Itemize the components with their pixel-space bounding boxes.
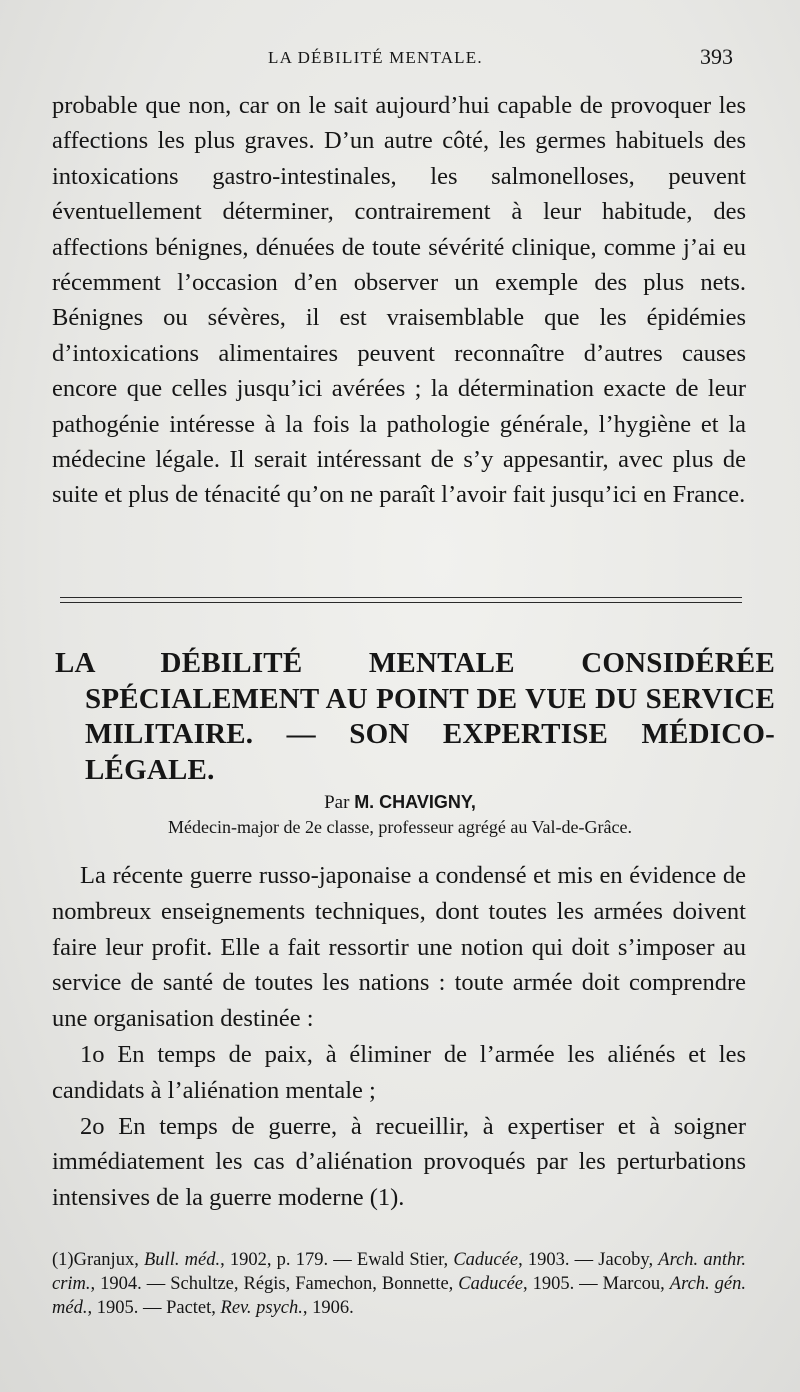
- byline-prefix: Par: [324, 792, 350, 813]
- footnote-text: , 1906.: [302, 1298, 354, 1318]
- footnote-journal: Arch. gén. méd.: [52, 1274, 746, 1318]
- running-head: LA DÉBILITÉ MENTALE.: [268, 48, 483, 67]
- byline: [0, 792, 800, 814]
- article-body: [52, 858, 746, 1216]
- footnote-marker: (1): [52, 1250, 74, 1270]
- footnote-journal: Caducée: [458, 1274, 523, 1294]
- author-name: M. CHAVIGNY,: [354, 792, 476, 812]
- footnote-journal: Arch. anthr. crim.: [52, 1250, 747, 1294]
- footnote-text: Granjux,: [73, 1250, 144, 1270]
- footnote: [52, 1248, 746, 1320]
- section-divider-bottom: [60, 602, 742, 603]
- footnote-journal: Caducée: [453, 1250, 519, 1270]
- footnote-text: , 1903. — Jacoby,: [518, 1250, 659, 1270]
- footnote-text: , 1905. — Marcou,: [523, 1274, 670, 1294]
- paragraph-point-2: 2o En temps de guerre, à recueillir, à expertiser et à soigner immédiatement les cas d’aliénation provoqués par les perturbations intensives de la guerre moderne (1).: [52, 1112, 746, 1212]
- footnote-journal: Bull. méd.: [144, 1250, 221, 1270]
- footnote-text: , 1904. — Schultze, Régis, Famechon, Bonnette,: [90, 1274, 459, 1294]
- footnote-text: , 1905. — Pactet,: [87, 1298, 221, 1318]
- paragraph-intro: La récente guerre russo-japonaise a condensé et mis en évidence de nombreux enseignements techniques, dont toutes les armées doivent faire leur profit. Elle a fait ressortir une notion qui doit s’imposer au service de santé de toutes les nations : toute armée doit comprendre une organisation destinée :: [52, 862, 746, 1033]
- footnote-text: , 1902, p. 179. — Ewald Stier,: [220, 1250, 454, 1270]
- continuation-paragraph: probable que non, car on le sait aujourd’hui capable de provoquer les affections les plus graves. D’un autre côté, les germes habituels des intoxications gastro-intestinales, les salmonelloses, peuvent éventuellement déterminer, contrairement à leur habitude, des affections bénignes, dénuées de toute sévérité clinique, comme j’ai eu récemment l’occasion d’en observer un exemple des plus nets. Bénignes ou sévères, il est vraisemblable que les épidémies d’intoxications alimentaires peuvent reconnaître d’autres causes encore que celles jusqu’ici avérées ; la détermination exacte de leur pathogénie intéresse à la fois la pathologie générale, l’hygiène et la médecine légale. Il serait intéressant de s’y appesantir, avec plus de suite et plus de ténacité qu’on ne paraît l’avoir fait jusqu’ici en France.: [52, 92, 746, 509]
- footnote-journal: Rev. psych.: [220, 1298, 303, 1318]
- author-affiliation: Médecin-major de 2e classe, professeur agrégé au Val-de-Grâce.: [168, 817, 632, 837]
- page-number: 393: [700, 44, 733, 69]
- paragraph-point-1: 1o En temps de paix, à éliminer de l’armée les aliénés et les candidats à l’aliénation mentale ;: [52, 1040, 746, 1104]
- section-divider-top: [60, 597, 742, 598]
- article-title: LA DÉBILITÉ MENTALE CONSIDÉRÉE SPÉCIALEMENT AU POINT DE VUE DU SERVICE MILITAIRE. — SON EXPERTISE MÉDICO-LÉGALE.: [55, 647, 775, 786]
